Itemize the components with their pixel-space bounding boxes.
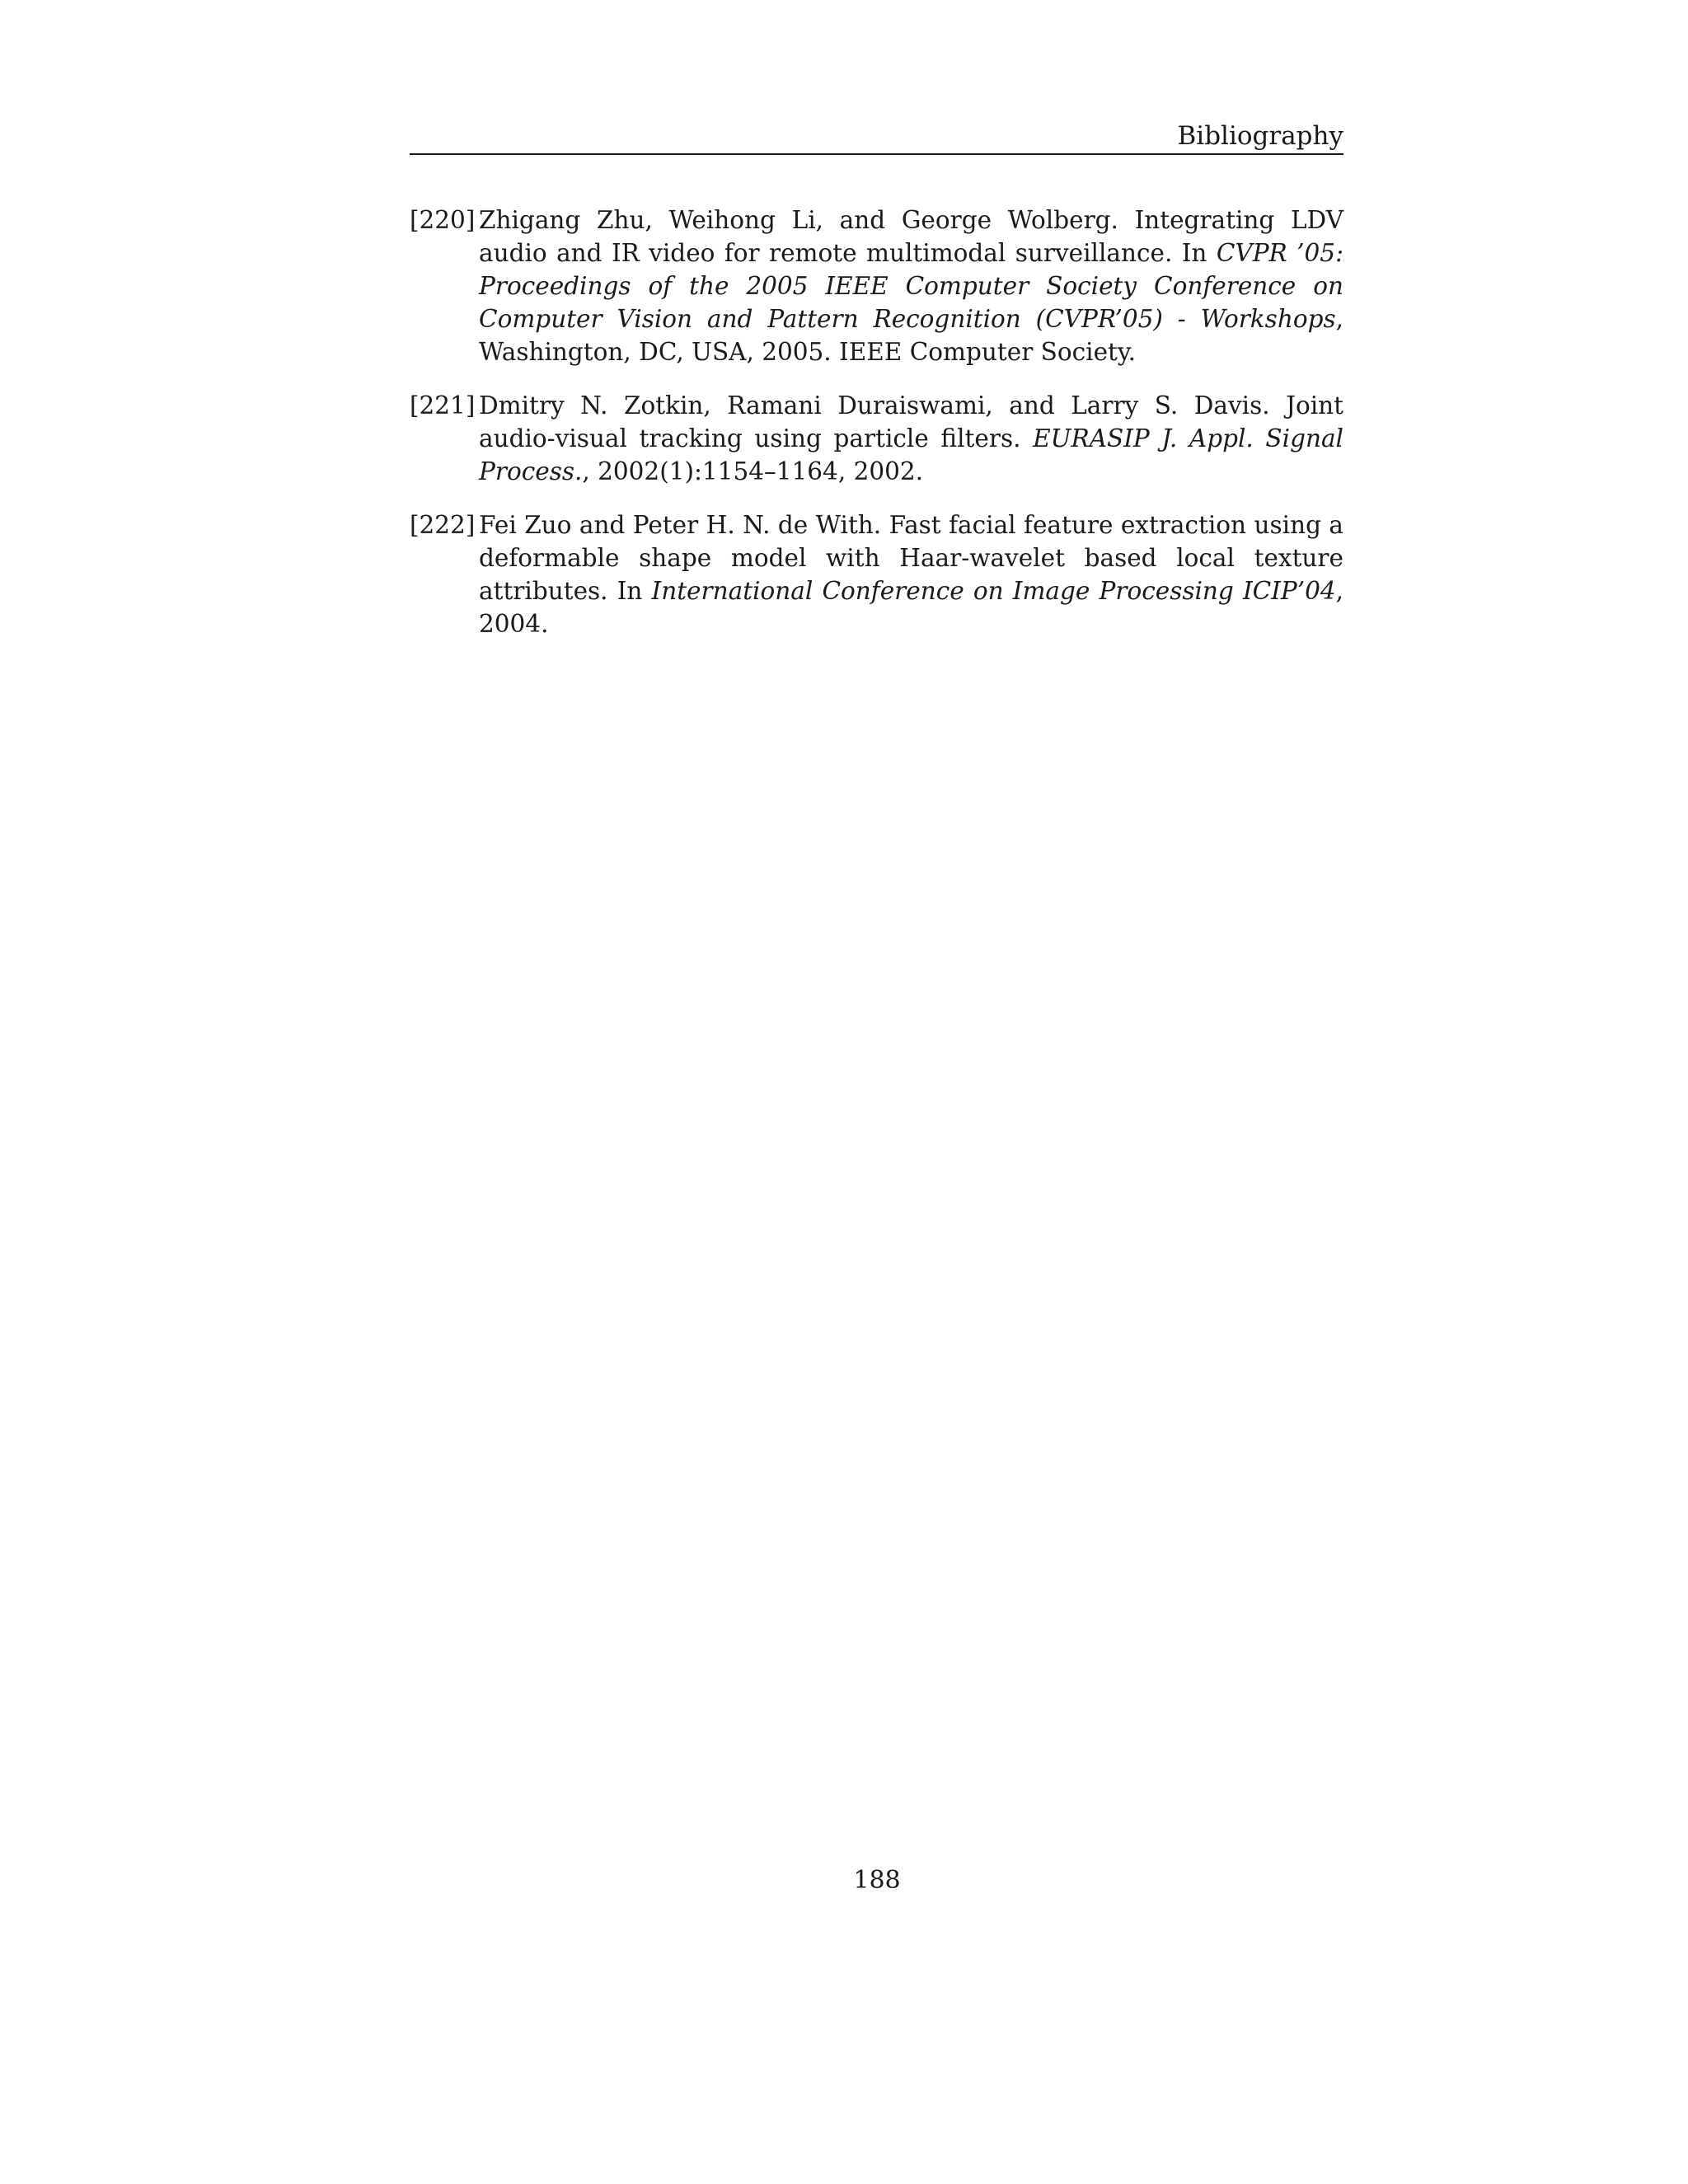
reference-text bbox=[479, 389, 1343, 488]
page-number: 188 bbox=[853, 1866, 901, 1895]
reference-authors-title: Fei Zuo and Peter H. N. de With. Fast facial feature extraction using a deformable shape model with Haar-wavelet based local texture attributes. In bbox=[479, 511, 1343, 605]
bibliography-entry bbox=[410, 204, 1343, 368]
reference-details: , 2002(1):1154–1164, 2002. bbox=[582, 457, 924, 485]
reference-label: [221] bbox=[410, 391, 476, 419]
running-header: Bibliography bbox=[1177, 121, 1343, 151]
bibliography-entry bbox=[410, 509, 1343, 640]
reference-authors-title: Zhigang Zhu, Weihong Li, and George Wolberg. Integrating LDV audio and IR video for remote multimodal surveillance. In bbox=[479, 206, 1343, 267]
reference-label: [222] bbox=[410, 511, 476, 539]
header-rule bbox=[410, 153, 1343, 155]
reference-text bbox=[479, 204, 1343, 368]
reference-details: , Washington, DC, USA, 2005. IEEE Computer Society. bbox=[479, 305, 1343, 366]
bibliography-list bbox=[410, 204, 1343, 661]
reference-authors-title: Dmitry N. Zotkin, Ramani Duraiswami, and Larry S. Davis. Joint audio-visual tracking using particle filters. bbox=[479, 391, 1343, 452]
reference-label: [220] bbox=[410, 206, 476, 234]
bibliography-entry bbox=[410, 389, 1343, 488]
reference-text bbox=[479, 509, 1343, 640]
reference-venue: International Conference on Image Processing ICIP’04 bbox=[651, 577, 1336, 605]
reference-details: , 2004. bbox=[479, 577, 1344, 638]
reference-venue: EURASIP J. Appl. Signal Process. bbox=[479, 424, 1343, 485]
reference-venue: CVPR ’05: Proceedings of the 2005 IEEE Computer Society Conference on Computer Vision and Pattern Recognition (CVPR’05) - Workshops bbox=[479, 239, 1344, 333]
